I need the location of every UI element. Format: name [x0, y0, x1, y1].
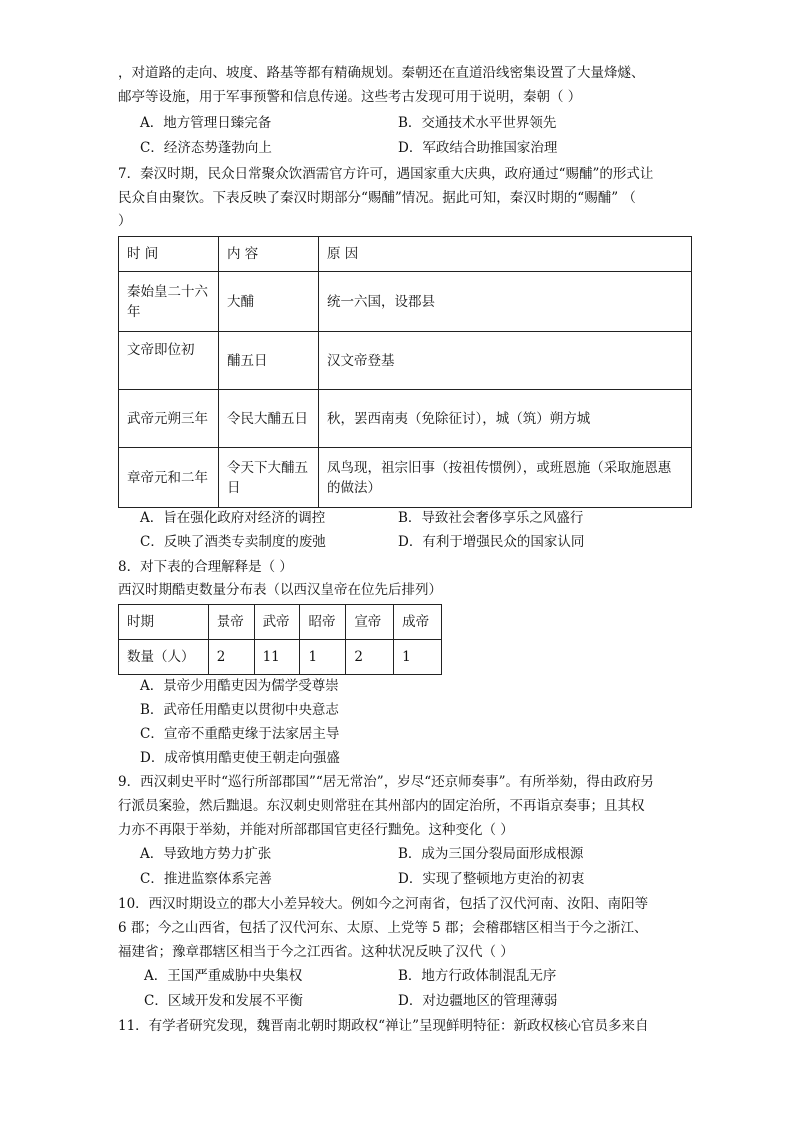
q9-option-c[interactable]: C．推进监察体系完善 — [140, 871, 272, 887]
table-row — [119, 332, 692, 390]
q9-line-1: 9．西汉刺史平时“巡行所部郡国”“居无常治”，岁尽“还京师奏事”。有所举劾，得由政府另 — [118, 774, 654, 790]
table-cell: 章帝元和二年 — [119, 448, 219, 508]
table-cell: 2 — [346, 640, 394, 675]
q8-option-c[interactable]: C．宣帝不重酷吏缘于法家居主导 — [140, 726, 340, 742]
table-row — [119, 448, 692, 508]
q6-option-b[interactable]: B．交通技术水平世界领先 — [398, 115, 557, 131]
table-header-cell: 昭帝 — [300, 605, 346, 640]
table-cell: 大酺 — [219, 272, 319, 332]
table-cell: 令天下大酺五日 — [219, 448, 319, 508]
table-cell: 令民大酺五日 — [219, 390, 319, 448]
q8-option-a[interactable]: A．景帝少用酷吏因为儒学受尊崇 — [140, 678, 339, 694]
q7-option-b[interactable]: B．导致社会奢侈享乐之风盛行 — [398, 510, 584, 526]
q9-option-a[interactable]: A．导致地方势力扩张 — [140, 846, 272, 862]
table-row — [119, 640, 442, 675]
q6-line-2: 邮亭等设施，用于军事预警和信息传递。这些考古发现可用于说明，秦朝（ ） — [118, 89, 582, 105]
q7-line-3: ） — [118, 213, 132, 229]
table-cell: 统一六国，设郡县 — [319, 272, 692, 332]
q7-table — [118, 236, 692, 508]
q9-line-2: 行派员案验，然后黜退。东汉刺史则常驻在其州部内的固定治所，不再诣京奏事；且其权 — [118, 798, 645, 814]
q7-option-a[interactable]: A．旨在强化政府对经济的调控 — [140, 510, 326, 526]
q8-table — [118, 604, 442, 675]
table-header-row — [119, 237, 692, 272]
table-cell: 秦始皇二十六年 — [119, 272, 219, 332]
table-header-cell: 时期 — [119, 605, 209, 640]
table-header-cell: 成帝 — [394, 605, 442, 640]
q10-line-1: 10．西汉时期设立的郡大小差异较大。例如今之河南省，包括了汉代河南、汝阳、南阳等 — [118, 896, 649, 912]
q7-option-c[interactable]: C．反映了酒类专卖制度的废弛 — [140, 534, 326, 550]
table-cell: 武帝元朔三年 — [119, 390, 219, 448]
q6-option-c[interactable]: C．经济态势蓬勃向上 — [140, 140, 272, 156]
q10-option-d[interactable]: D．对边疆地区的管理薄弱 — [398, 993, 558, 1009]
q8-line-1: 8．对下表的合理解释是（ ） — [118, 559, 293, 575]
table-cell: 文帝即位初 — [119, 332, 219, 390]
table-header-cell: 原 因 — [319, 237, 692, 272]
table-header-cell: 武帝 — [254, 605, 300, 640]
q9-option-b[interactable]: B．成为三国分裂局面形成根源 — [398, 846, 584, 862]
table-cell: 11 — [254, 640, 300, 675]
table-header-cell: 宣帝 — [346, 605, 394, 640]
q7-option-d[interactable]: D．有利于增强民众的国家认同 — [398, 534, 585, 550]
q6-option-d[interactable]: D．军政结合助推国家治理 — [398, 140, 558, 156]
table-header-cell: 时 间 — [119, 237, 219, 272]
q6-option-a[interactable]: A．地方管理日臻完备 — [140, 115, 272, 131]
table-cell: 秋，罢西南夷（免除征讨），城（筑）朔方城 — [319, 390, 692, 448]
q7-line-1: 7．秦汉时期，民众日常聚众饮酒需官方许可，遇国家重大庆典，政府通过“赐酺”的形式让 — [118, 166, 654, 182]
q10-line-3: 福建省；豫章郡辖区相当于今之江西省。这种状况反映了汉代（ ） — [118, 944, 514, 960]
q11-line-1: 11．有学者研究发现，魏晋南北朝时期政权“禅让”呈现鲜明特征：新政权核心官员多来自 — [118, 1018, 649, 1034]
table-cell: 酺五日 — [219, 332, 319, 390]
table-cell: 2 — [208, 640, 254, 675]
table-row — [119, 390, 692, 448]
table-cell: 1 — [394, 640, 442, 675]
table-header-row — [119, 605, 442, 640]
q9-option-d[interactable]: D．实现了整顿地方吏治的初衷 — [398, 871, 585, 887]
q9-line-3: 力亦不再限于举劾，并能对所部郡国官吏径行黜免。这种变化（ ） — [118, 822, 514, 838]
q8-option-b[interactable]: B．武帝任用酷吏以贯彻中央意志 — [140, 702, 339, 718]
table-cell: 1 — [300, 640, 346, 675]
q6-line-1: ，对道路的走向、坡度、路基等都有精确规划。秦朝还在直道沿线密集设置了大量烽燧、 — [118, 65, 645, 81]
table-header-cell: 内 容 — [219, 237, 319, 272]
table-row — [119, 272, 692, 332]
table-cell: 凤鸟现，祖宗旧事（按祖传惯例），或班恩施（采取施恩惠的做法） — [319, 448, 692, 508]
q10-option-a[interactable]: A．王国严重威胁中央集权 — [144, 968, 303, 984]
q10-line-2: 6 郡；今之山西省，包括了汉代河东、太原、上党等 5 郡；会稽郡辖区相当于今之浙江、 — [118, 920, 648, 936]
q10-option-b[interactable]: B．地方行政体制混乱无序 — [398, 968, 557, 984]
q8-table-caption: 西汉时期酷吏数量分布表（以西汉皇帝在位先后排列） — [118, 582, 442, 598]
table-header-cell: 景帝 — [208, 605, 254, 640]
q7-line-2: 民众自由聚饮。下表反映了秦汉时期部分“赐酺”情况。据此可知，秦汉时期的“赐酺” （ — [118, 190, 636, 206]
table-cell: 汉文帝登基 — [319, 332, 692, 390]
q10-option-c[interactable]: C．区域开发和发展不平衡 — [144, 993, 303, 1009]
q8-option-d[interactable]: D．成帝慎用酷吏使王朝走向强盛 — [140, 750, 340, 766]
table-cell: 数量（人） — [119, 640, 209, 675]
